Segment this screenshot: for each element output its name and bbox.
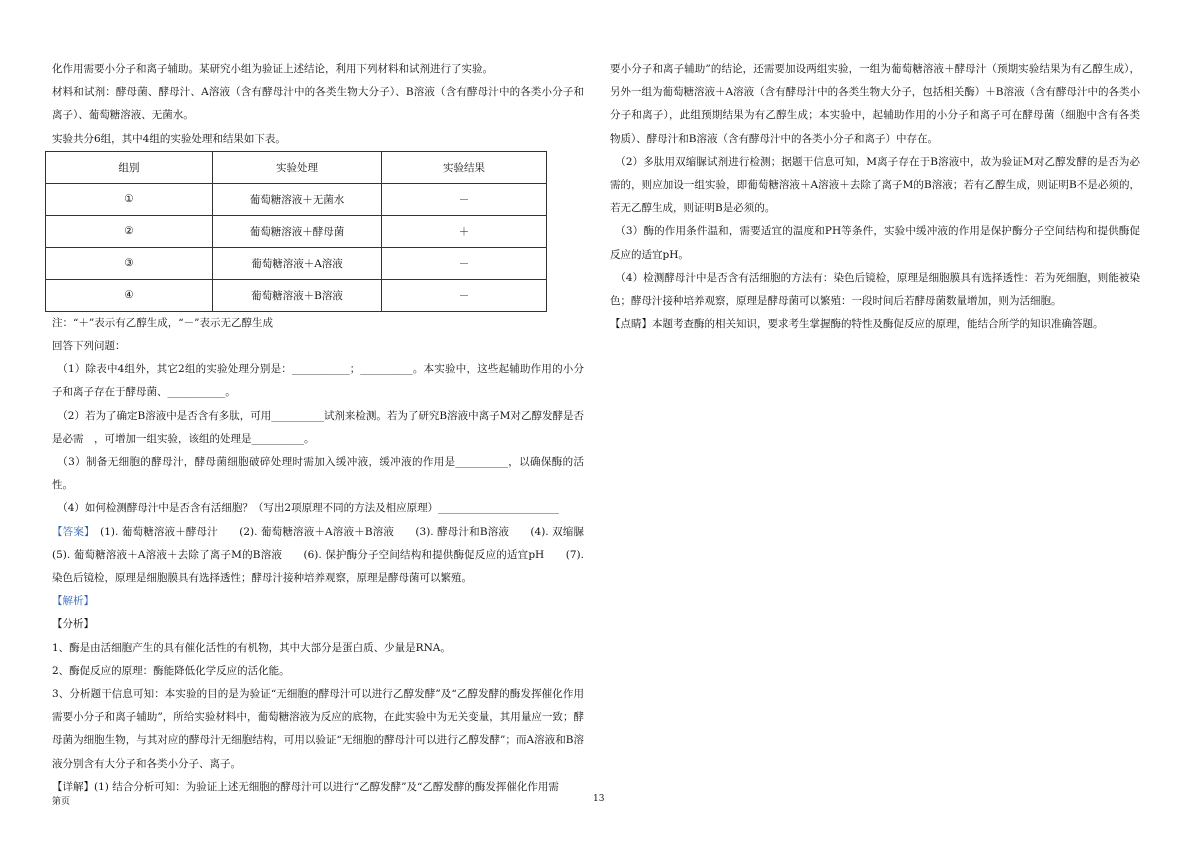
table-row (46, 279, 547, 311)
table-row (46, 183, 547, 215)
page-number: 13 (593, 794, 605, 804)
question-2: （2）若为了确定B溶液中是否含有多肽，可用__________试剂来检测。若为了研究B溶液中离子M对乙醇发酵是否是必需 ，可增加一组实验，该组的处理是__________。 (52, 409, 584, 445)
footer-label: 第页 (52, 797, 71, 807)
experiment-table (45, 151, 547, 312)
question-1: （1）除表中4组外，其它2组的实验处理分别是：___________；__________。本实验中，这些起辅助作用的小分子和离子存在于酵母菌、___________。 (52, 363, 584, 399)
table-header-row (46, 151, 547, 183)
table-cell: ＋ (382, 215, 547, 247)
right-paragraph-5: 【点睛】本题考查酶的相关知识，要求考生掌握酶的特性及酶促反应的原理，能结合所学的知识准确答题。 (610, 318, 1104, 331)
analysis-point-2: 2、酶促反应的原理：酶能降低化学反应的活化能。 (52, 664, 290, 677)
table-header: 实验处理 (213, 151, 382, 183)
questions-intro: 回答下列问题： (52, 340, 126, 353)
intro-paragraph-1: 化作用需要小分子和离子辅助。某研究小组为验证上述结论，利用下列材料和试剂进行了实验。 (52, 63, 493, 75)
analysis-label: 【解析】 (52, 595, 94, 608)
table-cell: ① (46, 183, 213, 215)
right-column (610, 58, 1140, 336)
answer-text: (1). 葡萄糖溶液＋酵母汁 (2). 葡萄糖溶液＋A溶液＋B溶液 (3). 酵母汁和B溶液 (4). 双缩脲 (5). 葡萄糖溶液＋A溶液＋去除了离子M的B溶液 (6). 保护酶分子空间结构和提供酶促反应的适宜pH (7). 染色后镜检，原理是细胞膜具有选择透性；酵母汁接种培养观察，原理是酵母菌可以繁殖。 (52, 525, 605, 585)
answer-paragraph (52, 521, 605, 591)
table-cell: 葡萄糖溶液＋A溶液 (213, 247, 382, 279)
right-paragraph-3: （3）酶的作用条件温和，需要适宜的温度和PH等条件，实验中缓冲液的作用是保护酶分子空间结构和提供酶促反应的适宜pH。 (610, 225, 1140, 261)
table-header: 组别 (46, 151, 213, 183)
table-cell: ④ (46, 279, 213, 311)
intro-paragraph-2: 材料和试剂：酵母菌、酵母汁、A溶液（含有酵母汁中的各类生物大分子）、B溶液（含有酵母汁中的各类小分子和离子）、葡萄糖溶液、无菌水。 (52, 86, 584, 122)
analysis-point-3: 3、分析题干信息可知：本实验的目的是为验证“无细胞的酵母汁可以进行乙醇发酵”及“乙醇发酵的酶发挥催化作用需要小分子和离子辅助”，所给实验材料中，葡萄糖溶液为反应的底物，在此实验中为无关变量，其用量应一致；酵母菌为细胞生物，与其对应的酵母汁无细胞结构，可用以验证“无细胞的酵母汁可以进行乙醇发酵”；而A溶液和B溶液分别含有大分子和各类小分子、离子。 (52, 688, 584, 770)
table-note: 注：“＋”表示有乙醇生成，“－”表示无乙醇生成 (52, 316, 273, 329)
analysis-point-1: 1、酶是由活细胞产生的具有催化活性的有机物，其中大部分是蛋白质、少量是RNA。 (52, 641, 451, 654)
table-cell: ③ (46, 247, 213, 279)
table-cell: － (382, 183, 547, 215)
right-paragraph-2: （2）多肽用双缩脲试剂进行检测；据题干信息可知，M离子存在于B溶液中，故为验证M对乙醇发酵的是否为必需的，则应加设一组实验，即葡萄糖溶液＋A溶液＋去除了离子M的B溶液；若有乙醇生成，则证明B不是必须的，若无乙醇生成，则证明B是必须的。 (610, 155, 1140, 215)
table-cell: 葡萄糖溶液＋B溶液 (213, 279, 382, 311)
detail-paragraph: 【详解】(1) 结合分析可知：为验证上述无细胞的酵母汁可以进行“乙醇发酵”及“乙醇发酵的酶发挥催化作用需 (52, 780, 559, 793)
table-row (46, 247, 547, 279)
table-cell: － (382, 247, 547, 279)
right-paragraph-1: 要小分子和离子辅助”的结论，还需要加设两组实验，一组为葡萄糖溶液＋酵母汁（预期实验结果为有乙醇生成），另外一组为葡萄糖溶液＋A溶液（含有酵母汁中的各类生物大分子，包括相关酶）＋B溶液（含有酵母汁中的各类小分子和离子），此组预期结果为有乙醇生成；本实验中，起辅助作用的小分子和离子可在酵母菌（细胞中含有各类物质）、酵母汁和B溶液（含有酵母汁中的各类小分子和离子）中存在。 (610, 63, 1140, 145)
answer-label: 【答案】 (52, 525, 90, 538)
table-header: 实验结果 (382, 151, 547, 183)
question-3: （3）制备无细胞的酵母汁，酵母菌细胞破碎处理时需加入缓冲液，缓冲液的作用是__________，以确保酶的活性。 (52, 456, 584, 492)
table-cell: 葡萄糖溶液＋酵母菌 (213, 215, 382, 247)
fenxi-label: 【分析】 (52, 618, 94, 631)
table-cell: － (382, 279, 547, 311)
table-cell: ② (46, 215, 213, 247)
table-row (46, 215, 547, 247)
question-4: （4）如何检测酵母汁中是否含有活细胞？（写出2项原理不同的方法及相应原理）_______________________ (57, 502, 559, 515)
intro-paragraph-3: 实验共分6组，其中4组的实验处理和结果如下表。 (52, 132, 286, 145)
right-paragraph-4: （4）检测酵母汁中是否含有活细胞的方法有：染色后镜检，原理是细胞膜具有选择透性：若为死细胞，则能被染色；酵母汁接种培养观察，原理是酵母菌可以繁殖：一段时间后若酵母菌数量增加，则为活细胞。 (610, 271, 1140, 308)
table-cell: 葡萄糖溶液＋无菌水 (213, 183, 382, 215)
